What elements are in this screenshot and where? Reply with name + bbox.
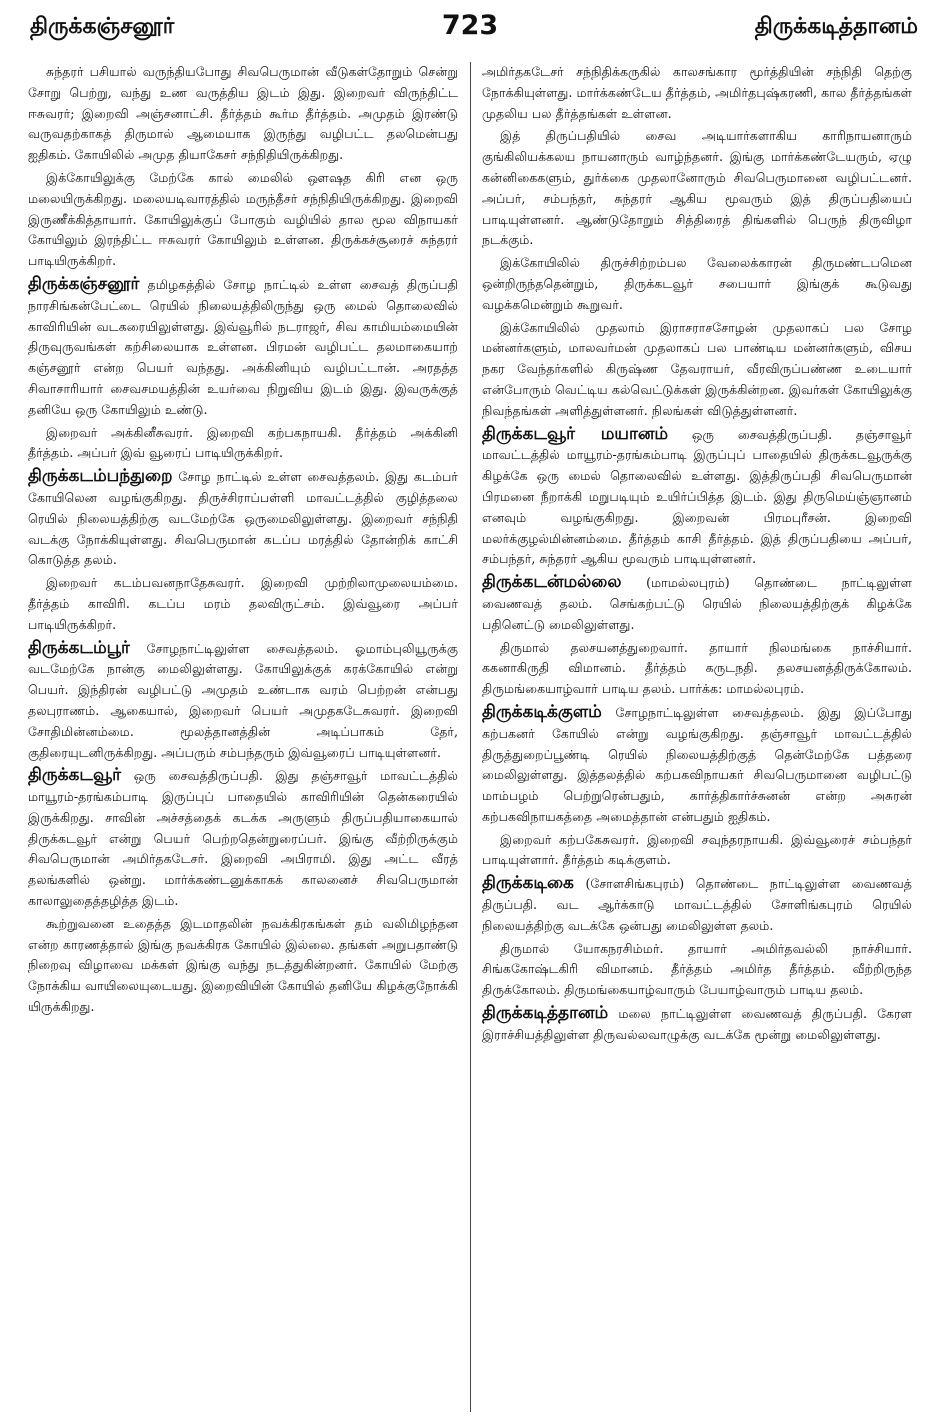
body-paragraph: அமிர்தகடேசர் சந்நிதிக்கருகில் காலசங்கார மூர்த்தியின் சந்நிதி தெற்கு நோக்கியுள்ளது. மார்க்கண்டேய தீர்த்தம், அமிர்தபுஷ்கரணி, கால தீர்த்தங்கள் முதலிய பல தீர்த்தங்கள் உள்ளன.: [482, 64, 912, 121]
body-paragraph: இறைவர் அக்கினீசுவரர். இறைவி கற்பகநாயகி. தீர்த்தம் அக்கினி தீர்த்தம். அப்பர் இவ் வூரைப் பாடியிருக்கிறர்.: [28, 424, 458, 461]
body-paragraph: இக்கோயிலில் திருச்சிற்றம்பல வேலைக்காரன் திருமண்டபமென ஒன்றிருந்ததென்றும், திருக்கடவூர் சபையார் இங்குக் கூடுவது வழக்கமென்றும் கூறுவர்.: [482, 255, 912, 312]
running-head-left: திருக்கஞ்சனூர்: [30, 14, 175, 39]
entry-alt-name: (சோளசிங்கபுரம்): [585, 876, 685, 892]
entry-paragraph: [482, 873, 912, 936]
entry-text: சோழ நாட்டில் உள்ள சைவத்தலம். இது கடம்பர் கோயிலென வழங்குகிறது. திருச்சிராப்பள்ளி மாவட்டத்தில் குழித்தலை ரெயில் நிலையத்திற்கு வடமேற்கே ஒருமைலிலுள்ளது. இறைவர் சந்நிதி வடக்கு நோக்கியுள்ளது. சிவபெருமான் கடப்ப மரத்தில் தோன்றிக் காட்சி கொடுத்த தலம்.: [28, 469, 458, 568]
entry-paragraph: [28, 466, 458, 571]
page-number: 723: [441, 10, 499, 41]
body-paragraph: கூற்றுவனை உதைத்த இடமாதலின் நவக்கிரகங்கள் தம் வலிமிழந்தன என்ற காரணத்தால் இங்கு நவக்கிரக கோயில் இல்லை. தங்கள் அறுபதாண்டு நிறைவு விழாவை மக்கள் இங்கு வந்து நடத்துகின்றனர். கோயில் மேற்கு நோக்கிய வாயிலையுடையது. இறைவியின் கோயில் தனியே கிழக்குநோக்கி யிருக்கிறது.: [28, 915, 458, 1015]
two-column-body: [28, 62, 912, 1412]
page-header: [22, 10, 918, 50]
right-column: [482, 62, 912, 1412]
entry-paragraph: [482, 424, 912, 571]
column-rule: [470, 62, 471, 1412]
entry-headword: திருக்கடவூர்: [28, 765, 122, 786]
entry-headword: திருக்கடவூர் மயானம்: [482, 423, 669, 444]
body-paragraph: இறைவர் கற்பகேசுவரர். இறைவி சவுந்தரநாயகி. இவ்வூரைச் சம்பந்தர் பாடியுள்ளார். தீர்த்தம் கடிக்குளம்.: [482, 831, 912, 868]
body-paragraph: இறைவர் கடம்பவனநாதேசுவரர். இறைவி முற்றிலாமுலையம்மை. தீர்த்தம் காவிரி. கடப்ப மரம் தலவிருட்சம். இவ்வூரை அப்பர் பாடியிருக்கிறர்.: [28, 575, 458, 632]
body-paragraph: இத் திருப்பதியில் சைவ அடியார்களாகிய காரிநாயனாரும் குங்கிலியக்கலய நாயனாரும் வாழ்ந்தனர். இங்கு மார்க்கண்டேயரும், ஏழு கன்னிகைகளும், துர்க்கை முதலானோரும் சிவபெருமானை வழிபட்டனர். அப்பர், சம்பந்தர், சுந்தரர் ஆகிய மூவரும் இத் திருப்பதியைப் பாடியுள்ளனர். ஆண்டுதோறும் சித்திரைத் திங்களில் பெருந் திருவிழா நடக்கும்.: [482, 128, 912, 248]
entry-text: சோழநாட்டிலுள்ள சைவத்தலம். இது இப்போது கற்பகனர் கோயில் என்று வழங்குகிறது. தஞ்சாவூர் மாவட்டத்தில் திருத்துறைப்பூண்டி ரெயில் நிலையத்திற்குத் தென்மேற்கே பத்தரை மைலிலுள்ளது. இத்தலத்தில் கற்பகவிநாயகர் சிவபெருமானை வழிபட்டு மாம்பழம் பெற்றுரென்பதும், கார்த்திகார்ச்சுனன் என்ற அசுரன் கற்பகவிநாயகத்தை அமைத்தான் என்பதும் ஐதிகம்.: [482, 704, 912, 824]
entry-headword: திருக்கடித்தானம்: [482, 1003, 609, 1024]
entry-headword: திருக்கடிகை: [482, 873, 574, 894]
body-paragraph: திருமால் தலசயனத்துறைவார். தாயார் நிலமங்கை நாச்சியார். ககனாகிருதி விமானம். தீர்த்தம் கருடநதி. தலசயனத்திருக்கோலம். திருமங்கையாழ்வார் பாடிய தலம். பார்க்க: மாமல்லபுரம்.: [482, 639, 912, 697]
entry-headword: திருக்கடிக்குளம்: [482, 701, 602, 722]
entry-paragraph: [28, 765, 458, 912]
entry-text: தொண்டை நாட்டிலுள்ள வைணவத் திருப்பதி. வட ஆர்க்காடு மாவட்டத்தில் சோளிங்கபுரம் ரெயில் நிலையத்திற்கு வடக்கே ஒன்பது மைலிலுள்ள தலம்.: [482, 876, 912, 933]
entry-headword: திருக்கடம்பந்துறை: [28, 466, 173, 487]
running-head-right: திருக்கடித்தானம்: [754, 14, 918, 39]
entry-paragraph: [482, 572, 912, 635]
entry-text: சோழநாட்டிலுள்ள சைவத்தலம். ஓமாம்புலியூருக்கு வடமேற்கே நான்கு மைலிலுள்ளது. கோயிலுக்குக் கரக்கோயில் என்று பெயர். இந்திரன் வழிபட்டு அமுதம் உண்டாக வரம் பெற்றன் என்பது தலபுராணம். ஆகையால், இறைவர் பெயர் அமுதகடேசுவரர். இறைவி சோதிமின்னம்மை. மூலத்தானத்தின் அடிப்பாகம் தேர், குதிரையுடனிருக்கிறது. அப்பரும் சம்பந்தரும் இவ்வூரைப் பாடியுள்ளனர்.: [28, 640, 458, 760]
entry-paragraph: [28, 274, 458, 421]
entry-text: தொண்டை நாட்டிலுள்ள வைணவத் தலம். செங்கற்பட்டு ரெயில் நிலையத்திற்குக் கிழக்கே பதினெட்டு மைலிலுள்ளது.: [482, 575, 912, 632]
entry-headword: திருக்கடன்மல்லை: [482, 572, 622, 593]
entry-text: மலை நாட்டிலுள்ள வைணவத் திருப்பதி. கேரள இராச்சியத்திலுள்ள திருவல்லவாழுக்கு வடக்கே மூன்று மைலிலுள்ளது.: [482, 1006, 912, 1042]
entry-paragraph: [28, 638, 458, 764]
entry-text: ஒரு சைவத்திருப்பதி. இது தஞ்சாவூர் மாவட்டத்தில் மாயூரம்-தரங்கம்பாடி இருப்புப் பாதையில் காவிரியின் தென்கரையில் இருக்கிறது. சாவின் அச்சத்தைக் கடக்க அருளும் திருப்பதியாகையால் திருக்கடவூர் என்று பெயர் பெற்றதென்றுரைப்பர். இங்கு வீற்றிருக்கும் சிவபெருமான் அமிர்தகடேசர். இறைவி அபிராமி. இது அட்ட வீரத் தலங்களில் ஒன்று. மார்க்கண்டனுக்காகக் காலனைச் சிவபெருமான் காலாலுதைத்தழித்த இடம்.: [28, 768, 458, 909]
entry-paragraph: [482, 1003, 912, 1046]
body-paragraph: இக்கோயிலுக்கு மேற்கே கால் மைலில் ஔஷத கிரி என ஒரு மலையிருக்கிறது. மலையடிவாரத்தில் மருந்தீசர் சந்நிதியிருக்கிறது. இறைவி இருணீக்கித்தாயார். கோயிலுக்குப் போகும் வழியில் தால மூல விநாயகர் கோயிலும் இரந்திட்ட ஈசுவரர் கோயிலும் உள்ளன. திருக்கச்சூரைச் சுந்தரர் பாடியிருக்கிறர்.: [28, 169, 458, 269]
entry-headword: திருக்கஞ்சனூர்: [28, 273, 140, 294]
body-paragraph: திருமால் யோகநரசிம்மர். தாயார் அமிர்தவல்லி நாச்சியார். சிங்ககோஷ்டகிரி விமானம். தீர்த்தம் அமிர்த தீர்த்தம். வீற்றிருந்த திருக்கோலம். திருமங்கையாழ்வாரும் பேயாழ்வாரும் பாடிய தலம்.: [482, 940, 912, 998]
entry-headword: திருக்கடம்பூர்: [28, 637, 130, 658]
left-column: [28, 62, 458, 1412]
body-paragraph: இக்கோயிலில் முதலாம் இராசராசசோழன் முதலாகப் பல சோழ மன்னர்களும், மாலவர்மன் முதலாகப் பல பாண்டிய மன்னர்களும், விசய நகர வேந்தர்களில் கிருஷ்ண தேவராயர், வீரவிருப்பண்ண உடையார் என்போரும் வெட்டிய கல்வெட்டுக்கள் இருக்கின்றன. இவர்கள் கோயிலுக்கு நிவந்தங்கள் அளித்துள்ளனர். நிலங்கள் விடுத்துள்ளனர்.: [482, 319, 912, 418]
entry-paragraph: [482, 702, 912, 828]
entry-text: தமிழகத்தில் சோழ நாட்டில் உள்ள சைவத் திருப்பதி நாரசிங்கன்பேட்டை ரெயில் நிலையத்திலிருந்து ஒரு மைல் தொலைவில் காவிரியின் வடகரையிலுள்ளது. இவ்வூரில் நடராஜர், சிவ காமியம்மையின் திருவுருவங்கள் கற்சிலையாக உள்ளன. பிரமன் வழிபட்ட தலமாகையாற் கஞ்சனூர் என்ற பெயர் வந்தது. அக்கினியும் வழிபட்டான். அரதத்த சிவாசாரியார் சைவசமயத்தின் உயர்வை நிறுவிய இடம் இது. இவருக்குத் தனியே ஒரு கோயிலும் உண்டு.: [28, 276, 458, 417]
entry-text: ஒரு சைவத்திருப்பதி. தஞ்சாவூர் மாவட்டத்தில் மாயூரம்-தரங்கம்பாடி இருப்புப் பாதையில் திருக்கடவூருக்கு கிழக்கே ஒரு மைல் தொலைவில் உள்ளது. இத்திருப்பதி சிவபெருமான் பிரமனை நீறாக்கி மறுபடியும் உயிர்ப்பித்த இடம். இது திருமெய்ஞ்ஞானம் எனவும் வழங்குகிறது. இறைவன் பிரமபுரீசன். இறைவி மலர்க்குழல்மின்னம்மை. தீர்த்தம் காசி தீர்த்தம். இத் திருப்பதியை அப்பர், சம்பந்தர், சுந்தரர் ஆகிய மூவரும் பாடியுள்ளனர்.: [482, 426, 912, 567]
entry-alt-name: (மாமல்லபுரம்): [646, 575, 730, 591]
body-paragraph: சுந்தரர் பசியால் வருந்தியபோது சிவபெருமான் வீடுகள்தோறும் சென்று சோறு பெற்று, வந்து உண வருத்திய இடம் இது. இறைவர் விருந்திட்ட ஈசுவரர்; இறைவி அஞ்சனாட்சி. தீர்த்தம் கூர்ம தீர்த்தம். அமுதம் இரண்டு வருவதற்காகத் திருமால் ஆமையாக இருந்து வழிபட்ட தலமென்பது ஐதிகம். கோயிலில் அமுத தியாகேசர் சந்நிதியிருக்கிறது.: [28, 64, 458, 163]
